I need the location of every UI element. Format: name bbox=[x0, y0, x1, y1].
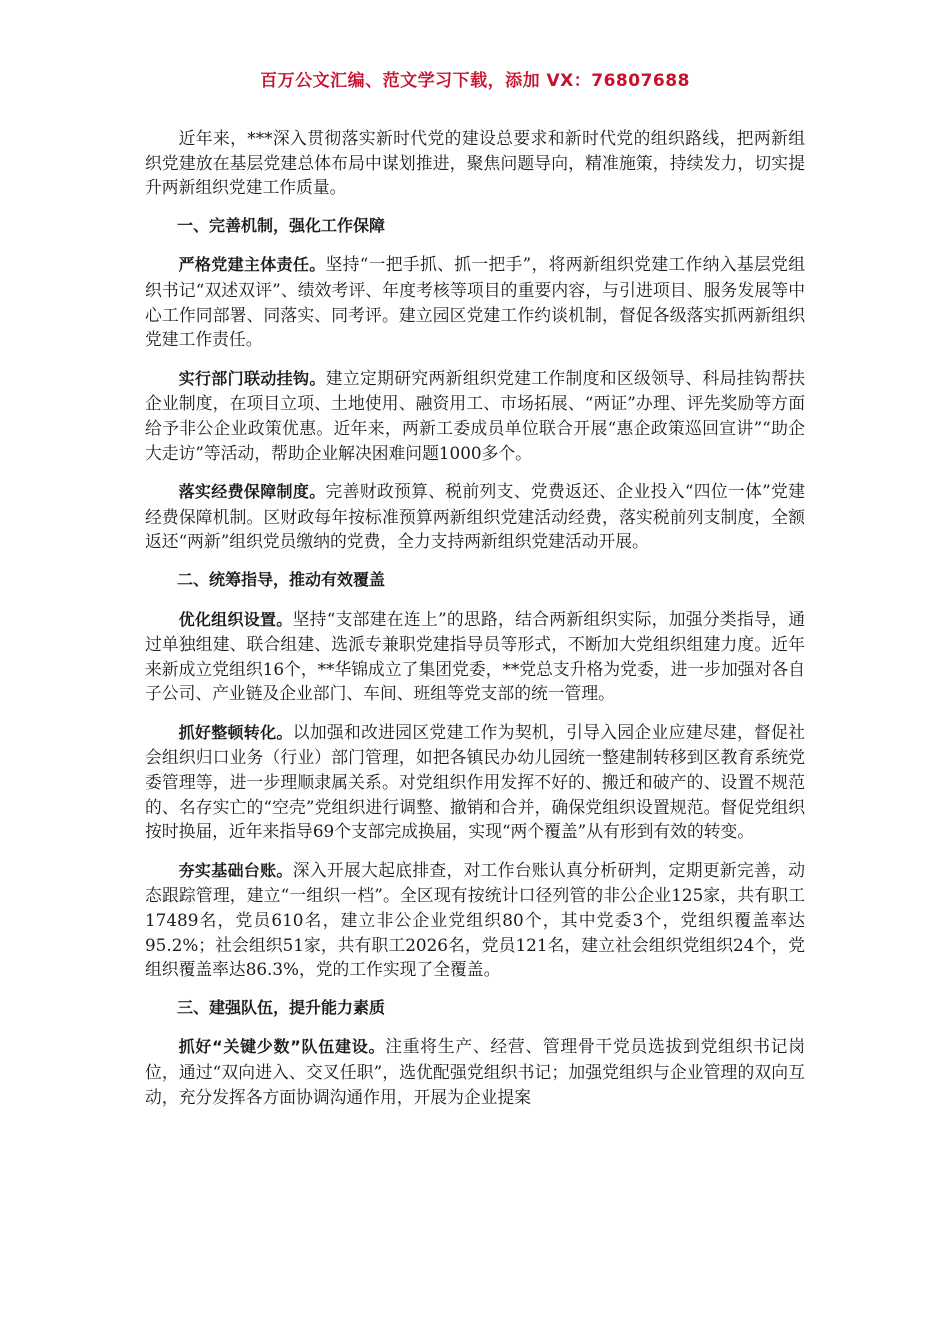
paragraph-lead: 严格党建主体责任。 bbox=[178, 255, 326, 275]
paragraph-text: 建立定期研究两新组织党建工作制度和区级领导、科局挂钩帮扶企业制度，在项目立项、土地使用、融资用工、市场拓展、“两证”办理、评先奖励等方面给予非公企业政策优惠。近年来，两新工委成员单位联合开展“惠企政策巡回宣讲”“助企大走访”等活动，帮助企业解决困难问题1000多个。 bbox=[145, 367, 805, 463]
paragraph-lead: 优化组织设置。 bbox=[178, 609, 293, 629]
document-body bbox=[145, 126, 805, 1123]
paragraph-text: 以加强和改进园区党建工作为契机，引导入园企业应建尽建，督促社会组织归口业务（行业）部门管理，如把各镇民办幼儿园统一整建制转移到区教育系统党委管理等，进一步理顺隶属关系。对党组织作用发挥不好的、搬迁和破产的、设置不规范的、名存实亡的“空壳”党组织进行调整、撤销和合并，确保党组织设置规范。督促党组织按时换届，近年来指导69个支部完成换届，实现“两个覆盖”从有形到有效的转变。 bbox=[145, 721, 805, 842]
paragraph-text: 完善财政预算、税前列支、党费返还、企业投入“四位一体”党建经费保障机制。区财政每年按标准预算两新组织党建活动经费，落实税前列支制度，全额返还“两新”组织党员缴纳的党费，全力支持两新组织党建活动开展。 bbox=[145, 481, 805, 552]
paragraph bbox=[145, 366, 805, 465]
section-heading-1: 一、完善机制，强化工作保障 bbox=[177, 215, 386, 235]
paragraph-lead: 实行部门联动挂钩。 bbox=[178, 368, 326, 388]
paragraph-lead: 落实经费保障制度。 bbox=[178, 482, 326, 502]
paragraph bbox=[145, 252, 805, 351]
paragraph-lead: 夯实基础台账。 bbox=[178, 860, 293, 880]
paragraph bbox=[145, 1034, 805, 1109]
paragraph-text: 深入开展大起底排查，对工作台账认真分析研判，定期更新完善，动态跟踪管理，建立“一组织一档”。全区现有按统计口径列管的非公企业125家，共有职工17489名，党员610名，建立非公企业党组织80个，其中党委3个，党组织覆盖率达95.2%；社会组织51家，共有职工2026名，党员121名，建立社会组织党组织24个，党组织覆盖率达86.3%，党的工作实现了全覆盖。 bbox=[145, 859, 805, 980]
paragraph-text: 坚持“一把手抓、抓一把手”，将两新组织党建工作纳入基层党组织书记“双述双评”、绩效考评、年度考核等项目的重要内容，与引进项目、服务发展等中心工作同部署、同落实、同考评。建立园区党建工作约谈机制，督促各级落实抓两新组织党建工作责任。 bbox=[145, 254, 805, 350]
paragraph-lead: 抓好“关键少数”队伍建设。 bbox=[178, 1037, 386, 1057]
section-heading-3: 三、建强队伍，提升能力素质 bbox=[177, 997, 386, 1017]
paragraph-text: 注重将生产、经营、管理骨干党员选拔到党组织书记岗位，通过“双向进入、交叉任职”，选优配强党组织书记；加强党组织与企业管理的双向互动，充分发挥各方面协调沟通作用，开展为企业提案 bbox=[145, 1036, 805, 1107]
paragraph bbox=[145, 479, 805, 554]
section-heading-2: 二、统筹指导，推动有效覆盖 bbox=[177, 569, 386, 589]
paragraph bbox=[145, 858, 805, 982]
intro-paragraph: 近年来，***深入贯彻落实新时代党的建设总要求和新时代党的组织路线，把两新组织党建放在基层党建总体布局中谋划推进，聚焦问题导向，精准施策，持续发力，切实提升两新组织党建工作质量。 bbox=[145, 128, 805, 198]
header-banner: 百万公文汇编、范文学习下载，添加 VX：76807688 bbox=[260, 71, 690, 91]
paragraph bbox=[145, 720, 805, 844]
paragraph bbox=[145, 607, 805, 706]
paragraph-lead: 抓好整顿转化。 bbox=[178, 722, 293, 742]
paragraph-text: 坚持“支部建在连上”的思路，结合两新组织实际，加强分类指导，通过单独组建、联合组建、选派专兼职党建指导员等形式，不断加大党组织组建力度。近年来新成立党组织16个，**华锦成立了集团党委，**党总支升格为党委，进一步加强对各自子公司、产业链及企业部门、车间、班组等党支部的统一管理。 bbox=[145, 608, 805, 704]
